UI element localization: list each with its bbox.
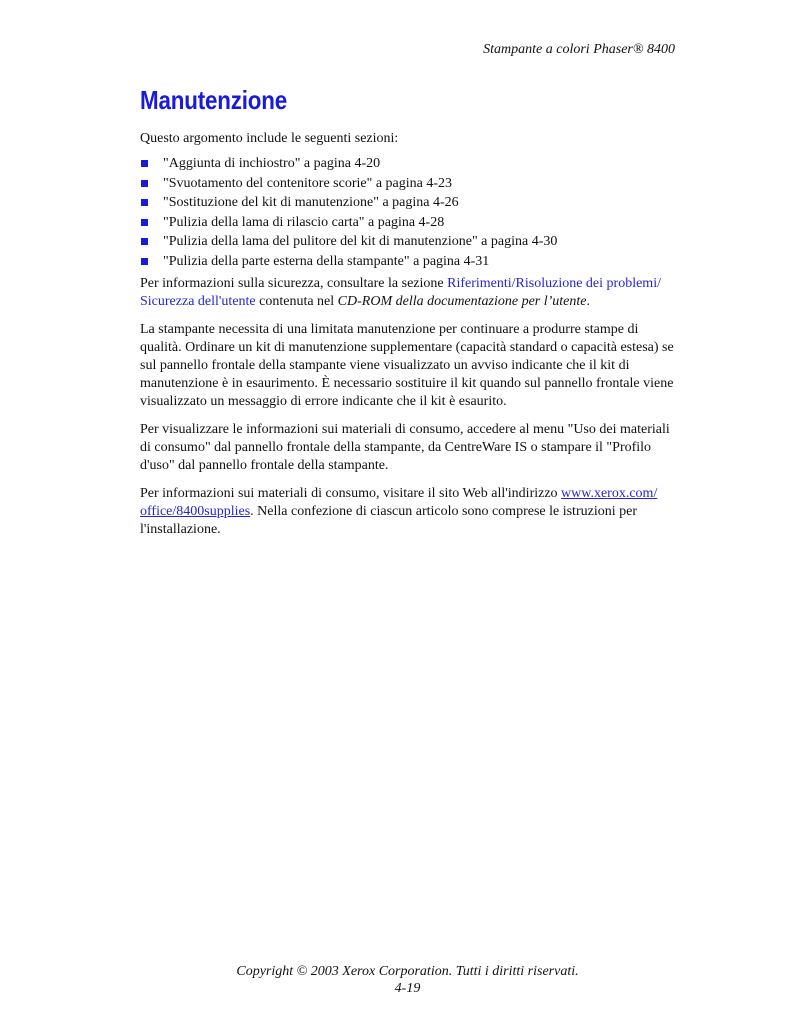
safety-note-suffix: . [586,294,590,309]
section-link[interactable]: "Svuotamento del contenitore scorie" a pagina 4-23 [163,175,453,191]
square-bullet-icon [141,238,148,245]
section-link[interactable]: "Pulizia della lama di rilascio carta" a pagina 4-28 [163,214,445,230]
link-riferimenti[interactable]: Riferimenti [447,276,512,291]
supplies-web-suffix: . Nella confezione di ciascun articolo sono comprese le istruzioni per l'installazione. [140,504,637,537]
square-bullet-icon [141,199,148,206]
section-link[interactable]: "Sostituzione del kit di manutenzione" a pagina 4-26 [163,195,459,210]
link-separator: / [657,276,661,291]
supplies-web-paragraph [140,485,680,539]
section-link[interactable]: "Pulizia della parte esterna della stampante" a pagina 4-31 [163,253,490,269]
safety-note-prefix: Per informazioni sulla sicurezza, consultare la sezione [140,276,448,291]
list-item[interactable] [140,193,680,213]
link-separator: / [511,276,516,291]
page-content [140,80,680,539]
section-link[interactable]: "Aggiunta di inchiostro" a pagina 4-20 [163,156,381,171]
list-item[interactable] [140,232,680,252]
intro-text: Questo argomento include le seguenti sezioni: [140,131,399,146]
cd-rom-title: CD-ROM della documentazione per l’utente [337,294,587,309]
square-bullet-icon [141,180,148,187]
running-header: Stampante a colori Phaser® 8400 [483,42,675,57]
supplies-menu-paragraph: Per visualizzare le informazioni sui materiali di consumo, accedere al menu "Uso dei materiali di consumo" dal pannello frontale della stampante, da CentreWare IS o stampare il "Profilo d'uso" dal pannello frontale della stampante. [140,422,670,473]
list-item[interactable] [140,213,680,233]
link-risoluzione-problemi[interactable]: Risoluzione dei problemi [515,276,658,291]
list-item[interactable] [140,174,680,194]
supplies-url-link-continued[interactable]: office/8400supplies [140,504,251,519]
square-bullet-icon [141,160,148,167]
square-bullet-icon [141,258,148,265]
safety-note [140,275,680,311]
list-item[interactable] [140,252,680,272]
page-title: Manutenzione [140,85,288,115]
supplies-url-link[interactable]: www.xerox.com/ [561,486,658,501]
supplies-web-prefix: Per informazioni sui materiali di consumo, visitare il sito Web all'indirizzo [140,486,562,501]
section-list [140,154,680,271]
page-footer [140,963,675,997]
maintenance-paragraph: La stampante necessita di una limitata manutenzione per continuare a produrre stampe di qualità. Ordinare un kit di manutenzione supplementare (capacità standard o capacità estesa) se sul pannello frontale della stampante viene visualizzato un avviso indicante che il kit di manutenzione è in esaurimento. È necessario sostituire il kit quando sul pannello frontale viene visualizzato un messaggio di errore indicante che il kit è esaurito. [140,322,674,409]
list-item[interactable] [140,154,680,174]
link-sicurezza-utente[interactable]: Sicurezza dell'utente [140,294,256,309]
square-bullet-icon [141,219,148,226]
page-number: 4-19 [394,981,421,996]
copyright-text: Copyright © 2003 Xerox Corporation. Tutti i diritti riservati. [236,964,579,979]
section-link[interactable]: "Pulizia della lama del pulitore del kit di manutenzione" a pagina 4-30 [163,234,558,249]
safety-note-middle: contenuta nel [255,294,338,309]
